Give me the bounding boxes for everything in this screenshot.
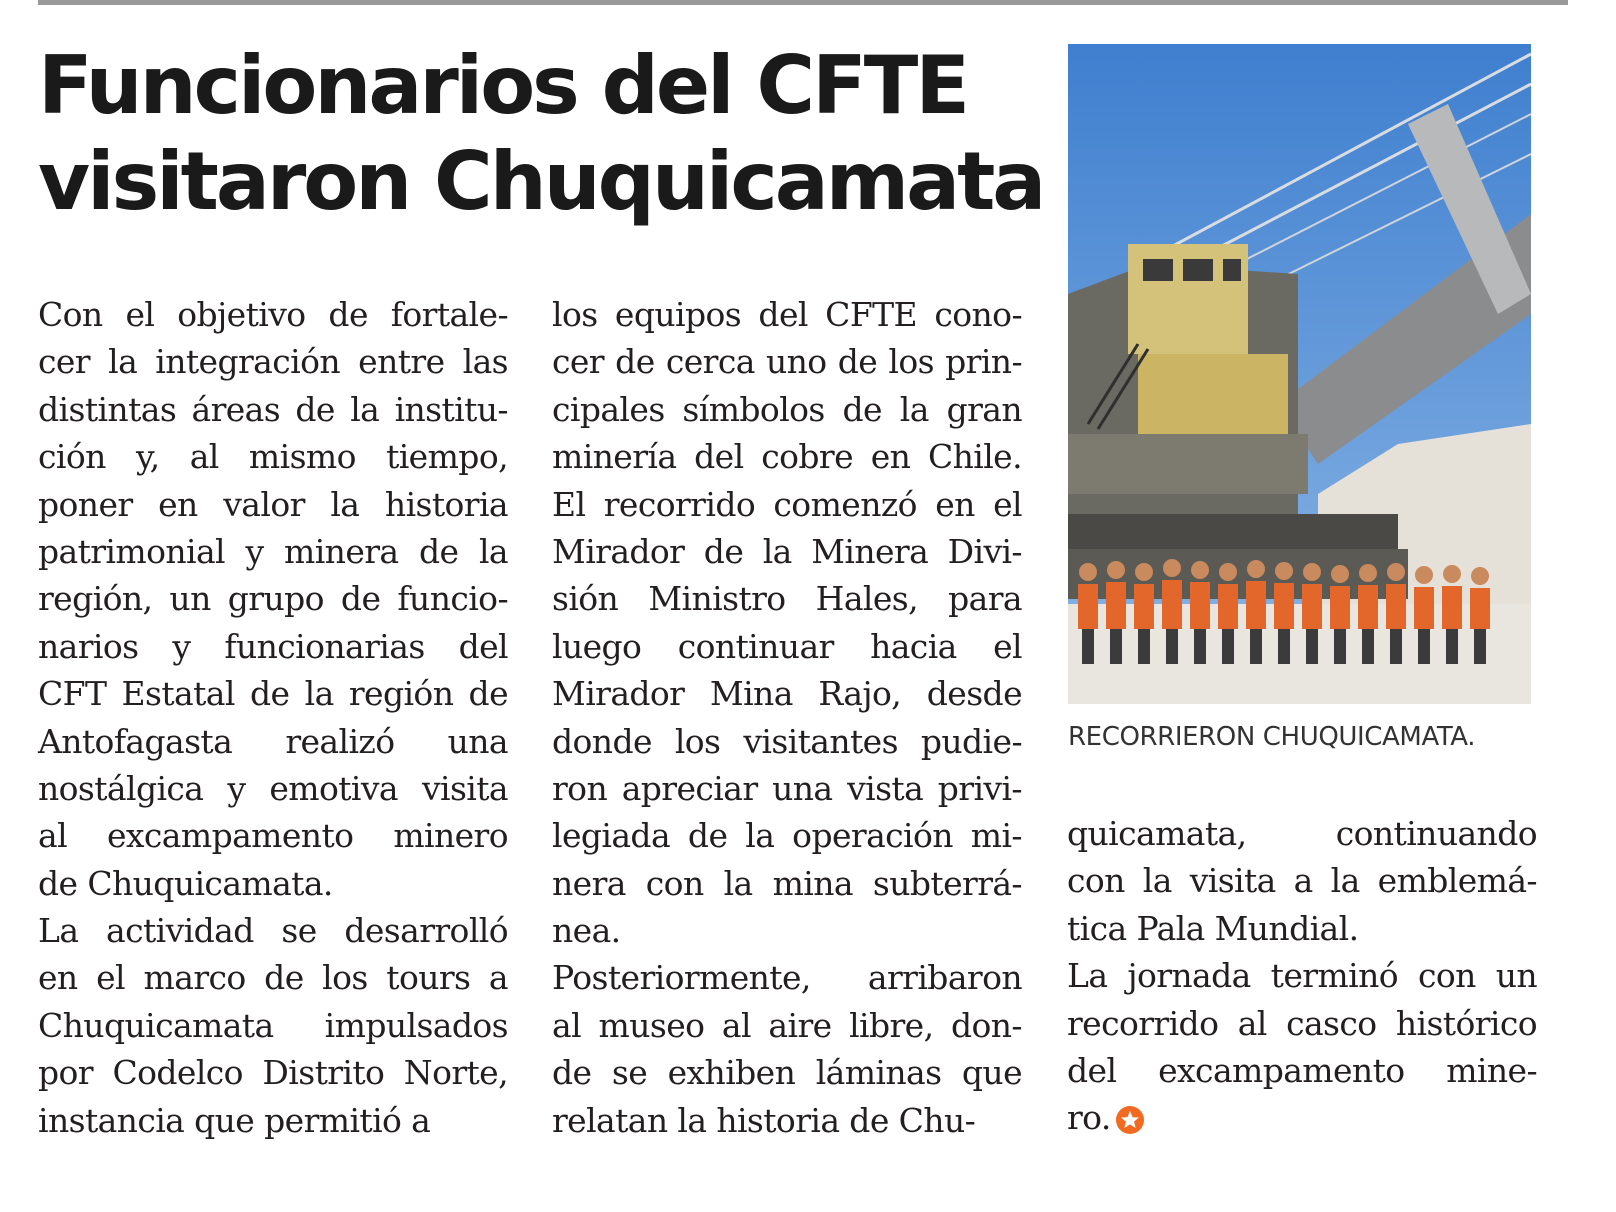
body-line: sión Ministro Hales, para (552, 579, 1022, 619)
body-line: narios y funcionarias del (38, 626, 508, 666)
headline (38, 38, 1044, 230)
body-line: nera con la mina subterrá- (552, 863, 1022, 903)
body-line: El recorrido comenzó en el (552, 484, 1022, 524)
body-line: relatan la historia de Chu- (552, 1100, 976, 1140)
body-line: distintas áreas de la institu- (38, 389, 508, 429)
body-line: tica Pala Mundial. (1067, 908, 1359, 948)
body-line: de Chuquicamata. (38, 863, 333, 903)
body-line: Antofagasta realizó una (38, 721, 508, 761)
body-line: La actividad se desarrolló (38, 911, 508, 951)
body-line: ción y, al mismo tiempo, (38, 437, 508, 477)
body-line: por Codelco Distrito Norte, (38, 1053, 508, 1093)
body-line: ro. (1067, 1094, 1537, 1141)
body-line: cer la integración entre las (38, 342, 508, 382)
body-line: quicamata, continuando (1067, 814, 1537, 853)
body-column-2 (552, 291, 1022, 1144)
body-line: nostálgica y emotiva visita (38, 768, 508, 808)
body-line: con la visita a la emblemá- (1067, 861, 1537, 901)
body-line: Mirador Mina Rajo, desde (552, 674, 1022, 714)
body-line: Mirador de la Minera Divi- (552, 531, 1022, 571)
body-line: Posteriormente, arribaron (552, 958, 1022, 998)
body-line: al excampamento minero (38, 816, 508, 856)
body-line: patrimonial y minera de la (38, 531, 508, 571)
body-line: La jornada terminó con un (1067, 956, 1537, 996)
body-line: los equipos del CFTE cono- (552, 295, 1022, 334)
body-line: del excampamento mine- (1067, 1050, 1537, 1090)
body-line: CFT Estatal de la región de (38, 674, 508, 714)
body-line: instancia que permitió a (38, 1100, 431, 1140)
body-column-1 (38, 291, 508, 1144)
body-line: poner en valor la historia (38, 484, 508, 524)
headline-line-1: Funcionarios del CFTE (38, 39, 967, 132)
body-line: cer de cerca uno de los prin- (552, 342, 1022, 382)
body-line: cipales símbolos de la gran (552, 389, 1022, 429)
body-line: ron apreciar una vista privi- (552, 768, 1022, 808)
star-end-mark-icon (1115, 1105, 1145, 1135)
body-column-3 (1067, 810, 1537, 1142)
body-line: en el marco de los tours a (38, 958, 508, 998)
body-line: Con el objetivo de fortale- (38, 295, 508, 334)
article-photo (1068, 44, 1531, 704)
body-line: nea. (552, 911, 621, 951)
body-line: donde los visitantes pudie- (552, 721, 1022, 761)
body-line: de se exhiben láminas que (552, 1053, 1022, 1093)
top-rule (38, 0, 1568, 5)
photo-caption: RECORRIERON CHUQUICAMATA. (1068, 722, 1476, 752)
body-line: región, un grupo de funcio- (38, 579, 508, 619)
body-line: recorrido al casco histórico (1067, 1003, 1537, 1043)
body-line: minería del cobre en Chile. (552, 437, 1022, 477)
body-line: Chuquicamata impulsados (38, 1005, 508, 1045)
headline-line-2: visitaron Chuquicamata (38, 135, 1044, 228)
body-line: legiada de la operación mi- (552, 816, 1022, 856)
body-line: luego continuar hacia el (552, 626, 1022, 666)
body-line: al museo al aire libre, don- (552, 1005, 1022, 1045)
